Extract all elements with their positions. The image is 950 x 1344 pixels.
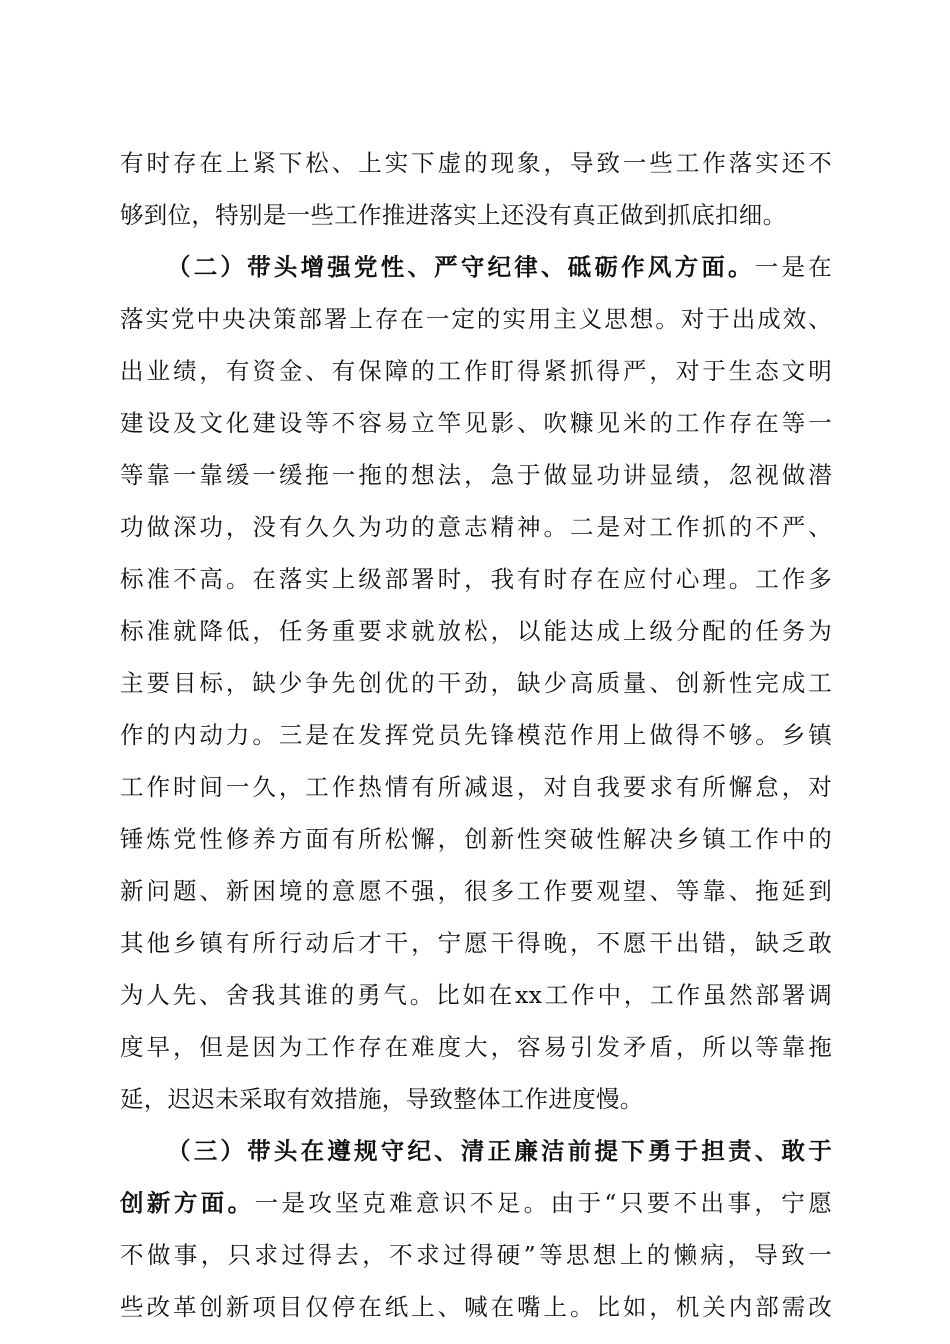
text-line: 些改革创新项目仅停在纸上、喊在嘴上。比如，机关内部需改 (120, 1293, 832, 1321)
text-line: 够到位，特别是一些工作推进落实上还没有真正做到抓底扣细。 (120, 201, 787, 229)
text-line: 有时存在上紧下松、上实下虚的现象，导致一些工作落实还不 (120, 149, 832, 177)
text-line: 建设及文化建设等不容易立竿见影、吹糠见米的工作存在等一 (120, 409, 832, 437)
body-text (120, 137, 832, 1333)
section-heading: （二）带头增强党性、严守纪律、砥砺作风方面。 (167, 253, 755, 281)
text-line: 度早，但是因为工作存在难度大，容易引发矛盾，所以等靠拖 (120, 1033, 832, 1061)
text-line: 标准就降低，任务重要求就放松，以能达成上级分配的任务为 (120, 617, 832, 645)
text-line: 锤炼党性修养方面有所松懈，创新性突破性解决乡镇工作中的 (120, 825, 832, 853)
text-line: 工作时间一久，工作热情有所减退，对自我要求有所懈怠，对 (120, 773, 832, 801)
text-line: 作的内动力。三是在发挥党员先锋模范作用上做得不够。乡镇 (120, 721, 832, 749)
text-line: 标准不高。在落实上级部署时，我有时存在应付心理。工作多 (120, 565, 832, 593)
text-line: 功做深功，没有久久为功的意志精神。二是对工作抓的不严、 (120, 513, 832, 541)
section-heading-line (120, 1125, 832, 1177)
text-line: 新问题、新困境的意愿不强，很多工作要观望、等靠、拖延到 (120, 877, 832, 905)
text-line: 出业绩，有资金、有保障的工作盯得紧抓得严，对于生态文明 (120, 357, 832, 385)
text-line: 延，迟迟未采取有效措施，导致整体工作进度慢。 (120, 1085, 644, 1113)
text-line: 为人先、舍我其谁的勇气。比如在xx工作中，工作虽然部署调 (120, 981, 832, 1009)
text-line: 主要目标，缺少争先创优的干劲，缺少高质量、创新性完成工 (120, 669, 832, 697)
text-line: 等靠一靠缓一缓拖一拖的想法，急于做显功讲显绩，忽视做潜 (120, 461, 832, 489)
text-line: 落实党中央决策部署上存在一定的实用主义思想。对于出成效、 (120, 305, 832, 333)
section-heading: （三）带头在遵规守纪、清正廉洁前提下勇于担责、敢于 (167, 1137, 832, 1165)
section-heading-line: 创新方面。一是攻坚克难意识不足。由于“只要不出事，宁愿 (120, 1189, 832, 1217)
section-heading: 创新方面。 (120, 1189, 255, 1217)
section-heading-line: （二）带头增强党性、严守纪律、砥砺作风方面。一是在 (167, 253, 832, 281)
text-line: 其他乡镇有所行动后才干，宁愿干得晚，不愿干出错，缺乏敢 (120, 929, 832, 957)
text-line: 不做事，只求过得去，不求过得硬”等思想上的懒病，导致一 (120, 1241, 832, 1269)
